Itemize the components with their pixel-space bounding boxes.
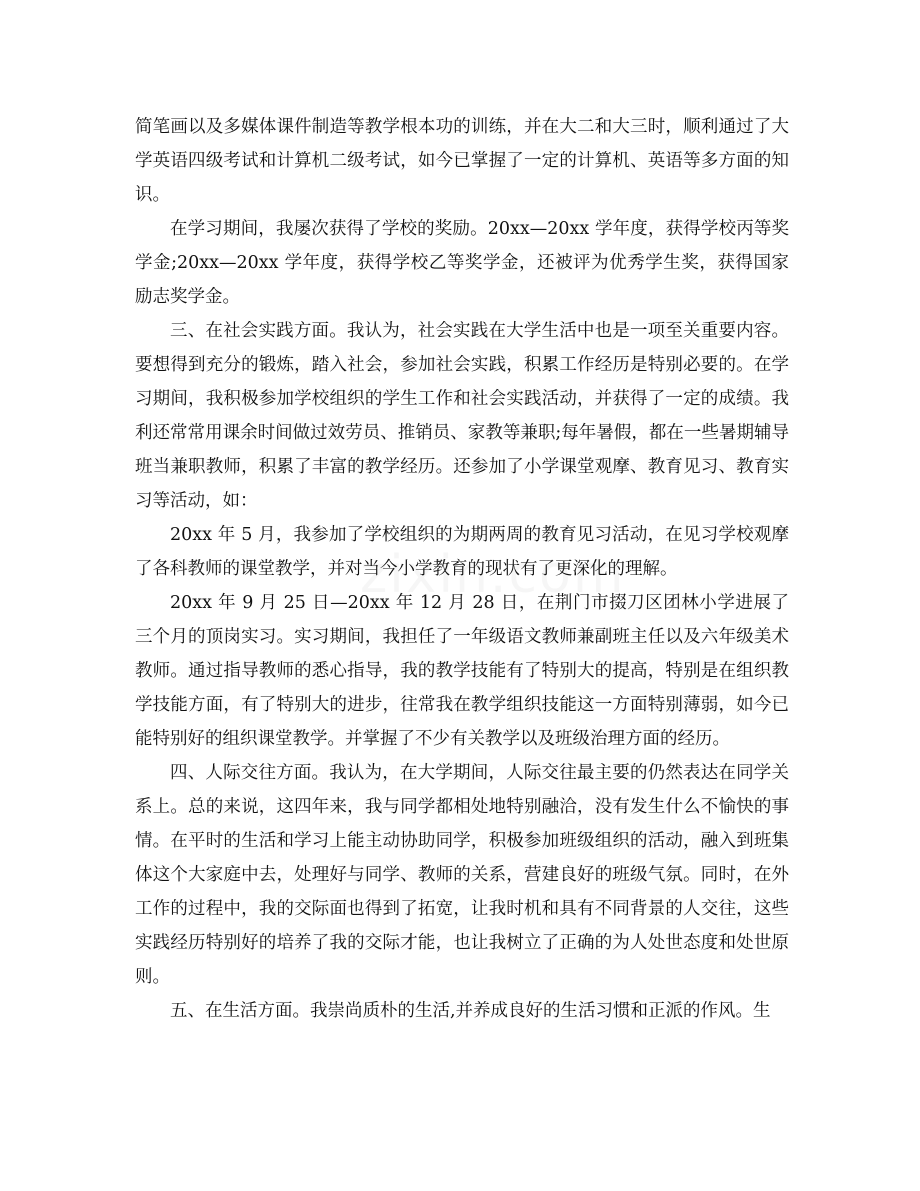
paragraph-1: 简笔画以及多媒体课件制造等教学根本功的训练，并在大二和大三时，顺利通过了大学英语四级考试和计算机二级考试，如今已掌握了一定的计算机、英语等多方面的知识。 [135, 117, 789, 205]
document-body [135, 110, 789, 1028]
paragraph-7: 五、在生活方面。我崇尚质朴的生活,并养成良好的生活习惯和正派的作风。生 [170, 1001, 771, 1021]
paragraph-6: 四、人际交往方面。我认为，在大学期间，人际交往最主要的仍然表达在同学关系上。总的来说，这四年来，我与同学都相处地特别融洽，没有发生什么不愉快的事情。在平时的生活和学习上能主动协助同学，积极参加班级组织的活动，融入到班集体这个大家庭中去，处理好与同学、教师的关系，营建良好的班级气氛。同时，在外工作的过程中，我的交际面也得到了拓宽，让我时机和具有不同背景的人交往，这些实践经历特别好的培养了我的交际才能，也让我树立了正确的为人处世态度和处世原则。 [135, 763, 789, 987]
paragraph-2: 在学习期间，我屡次获得了学校的奖励。20xx—20xx 学年度，获得学校丙等奖学金;20xx—20xx 学年度，获得学校乙等奖学金，还被评为优秀学生奖，获得国家励志奖学金。 [135, 219, 789, 307]
paragraph-4: 20xx 年 5 月，我参加了学校组织的为期两周的教育见习活动，在见习学校观摩了各科教师的课堂教学，并对当今小学教育的现状有了更深化的理解。 [135, 525, 789, 579]
paragraph-3: 三、在社会实践方面。我认为，社会实践在大学生活中也是一项至关重要内容。要想得到充分的锻炼，踏入社会，参加社会实践，积累工作经历是特别必要的。在学习期间，我积极参加学校组织的学生工作和社会实践活动，并获得了一定的成绩。我利还常常用课余时间做过效劳员、推销员、家教等兼职;每年暑假，都在一些暑期辅导班当兼职教师，积累了丰富的教学经历。还参加了小学课堂观摩、教育见习、教育实习等活动，如： [135, 321, 789, 511]
paragraph-5: 20xx 年 9 月 25 日—20xx 年 12 月 28 日，在荆门市掇刀区团林小学进展了三个月的顶岗实习。实习期间，我担任了一年级语文教师兼副班主任以及六年级美术教师。通过指导教师的悉心指导，我的教学技能有了特别大的提高，特别是在组织教学技能方面，有了特别大的进步，往常我在教学组织技能这一方面特别薄弱，如今已能特别好的组织课堂教学。并掌握了不少有关教学以及班级治理方面的经历。 [135, 593, 789, 749]
